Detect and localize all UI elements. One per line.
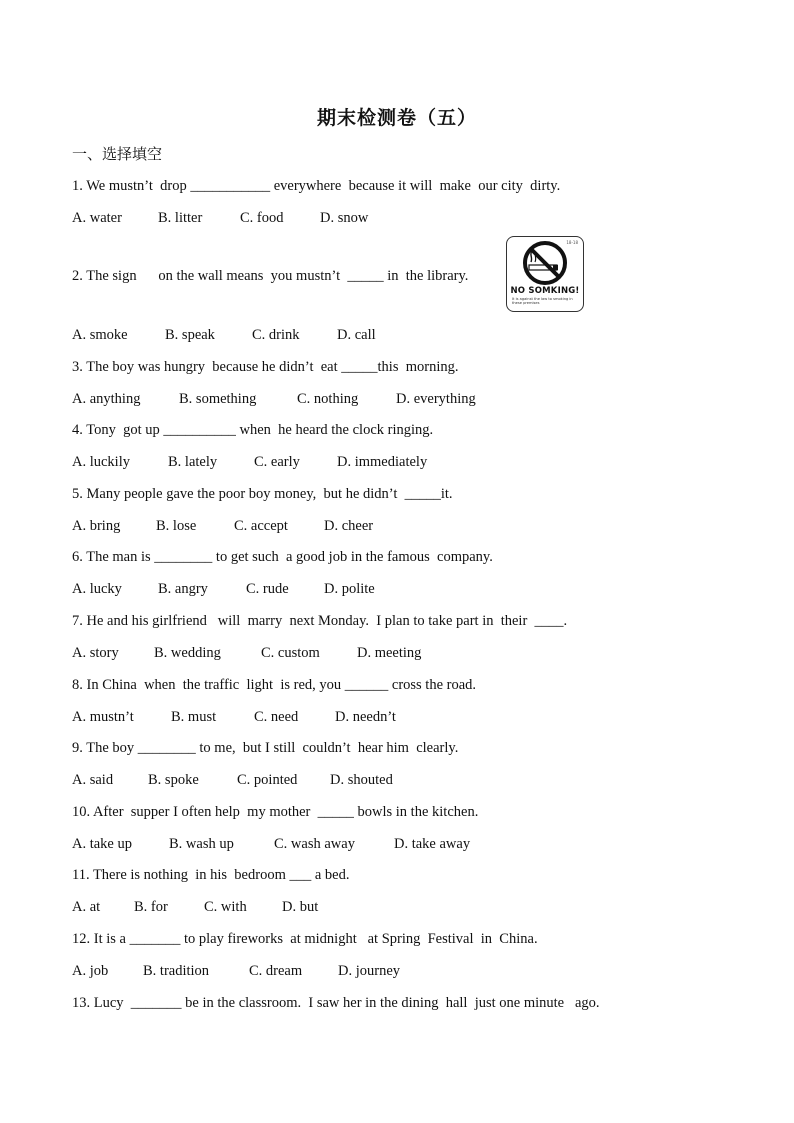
question-text: 3. The boy was hungry because he didn’t eat _____this morning. [72, 359, 459, 375]
option-b[interactable]: B. lose [156, 518, 197, 534]
option-a[interactable]: A. story [72, 645, 119, 661]
option-d[interactable]: D. shouted [330, 772, 393, 788]
question-text: 7. He and his girlfriend will marry next Monday. I plan to take part in their ____. [72, 613, 568, 629]
option-d[interactable]: D. meeting [357, 645, 422, 661]
option-d[interactable]: D. cheer [324, 518, 374, 534]
option-d[interactable]: D. journey [338, 963, 401, 979]
option-b[interactable]: B. tradition [143, 963, 210, 979]
option-c[interactable]: C. need [254, 709, 299, 725]
option-d[interactable]: D. snow [320, 210, 369, 226]
option-a[interactable]: A. anything [72, 391, 141, 407]
option-c[interactable]: C. wash away [274, 836, 355, 852]
option-c[interactable]: C. dream [249, 963, 303, 979]
option-a[interactable]: A. mustn’t [72, 709, 134, 725]
option-d[interactable]: D. call [337, 327, 376, 343]
option-b[interactable]: B. angry [158, 581, 208, 597]
option-c[interactable]: C. accept [234, 518, 288, 534]
option-c[interactable]: C. food [240, 210, 284, 226]
option-b[interactable]: B. litter [158, 210, 203, 226]
question-text: 12. It is a _______ to play fireworks at midnight at Spring Festival in China. [72, 931, 538, 947]
option-b[interactable]: B. wash up [169, 836, 234, 852]
option-a[interactable]: A. water [72, 210, 122, 226]
sign-small-text: It is against the law to smoking in these premises [512, 297, 573, 306]
question-text: 4. Tony got up __________ when he heard the clock ringing. [72, 422, 434, 438]
question-text: 2. The sign on the wall means you mustn’t _____ in the library. [72, 268, 469, 284]
option-d[interactable]: D. needn’t [335, 709, 396, 725]
option-a[interactable]: A. at [72, 899, 101, 915]
question-text: 5. Many people gave the poor boy money, but he didn’t _____it. [72, 486, 453, 502]
option-c[interactable]: C. drink [252, 327, 300, 343]
question-text: 10. After supper I often help my mother _____ bowls in the kitchen. [72, 804, 479, 820]
question-text: 8. In China when the traffic light is red, you ______ cross the road. [72, 677, 477, 693]
option-b[interactable]: B. something [179, 391, 257, 407]
option-a[interactable]: A. job [72, 963, 109, 979]
option-d[interactable]: D. polite [324, 581, 375, 597]
option-b[interactable]: B. wedding [154, 645, 221, 661]
option-d[interactable]: D. everything [396, 391, 476, 407]
option-c[interactable]: C. early [254, 454, 300, 470]
option-b[interactable]: B. for [134, 899, 168, 915]
no-smoking-sign [506, 236, 584, 312]
option-a[interactable]: A. said [72, 772, 114, 788]
option-c[interactable]: C. pointed [237, 772, 298, 788]
option-d[interactable]: D. take away [394, 836, 471, 852]
option-c[interactable]: C. with [204, 899, 247, 915]
option-a[interactable]: A. smoke [72, 327, 128, 343]
question-text: 1. We mustn’t drop ___________ everywhere because it will make our city dirty. [72, 178, 561, 194]
option-b[interactable]: B. must [171, 709, 217, 725]
option-a[interactable]: A. luckily [72, 454, 130, 470]
option-c[interactable]: C. nothing [297, 391, 359, 407]
section-heading: 一、选择填空 [72, 145, 163, 163]
option-c[interactable]: C. custom [261, 645, 320, 661]
question-text: 9. The boy ________ to me, but I still couldn’t hear him clearly. [72, 740, 459, 756]
option-b[interactable]: B. speak [165, 327, 215, 343]
option-d[interactable]: D. immediately [337, 454, 428, 470]
option-b[interactable]: B. spoke [148, 772, 199, 788]
option-d[interactable]: D. but [282, 899, 319, 915]
page-title: 期末检测卷（五） [316, 107, 477, 129]
question-text: 6. The man is ________ to get such a good job in the famous company. [72, 549, 493, 565]
sign-label: NO SOMKING! [510, 286, 580, 296]
option-c[interactable]: C. rude [246, 581, 289, 597]
option-a[interactable]: A. lucky [72, 581, 122, 597]
question-text: 13. Lucy _______ be in the classroom. I saw her in the dining hall just one minute ago. [72, 995, 600, 1011]
question-text: 11. There is nothing in his bedroom ___ a bed. [72, 867, 350, 883]
option-a[interactable]: A. take up [72, 836, 132, 852]
sign-number: 18-18 [566, 240, 578, 245]
option-a[interactable]: A. bring [72, 518, 121, 534]
option-b[interactable]: B. lately [168, 454, 218, 470]
